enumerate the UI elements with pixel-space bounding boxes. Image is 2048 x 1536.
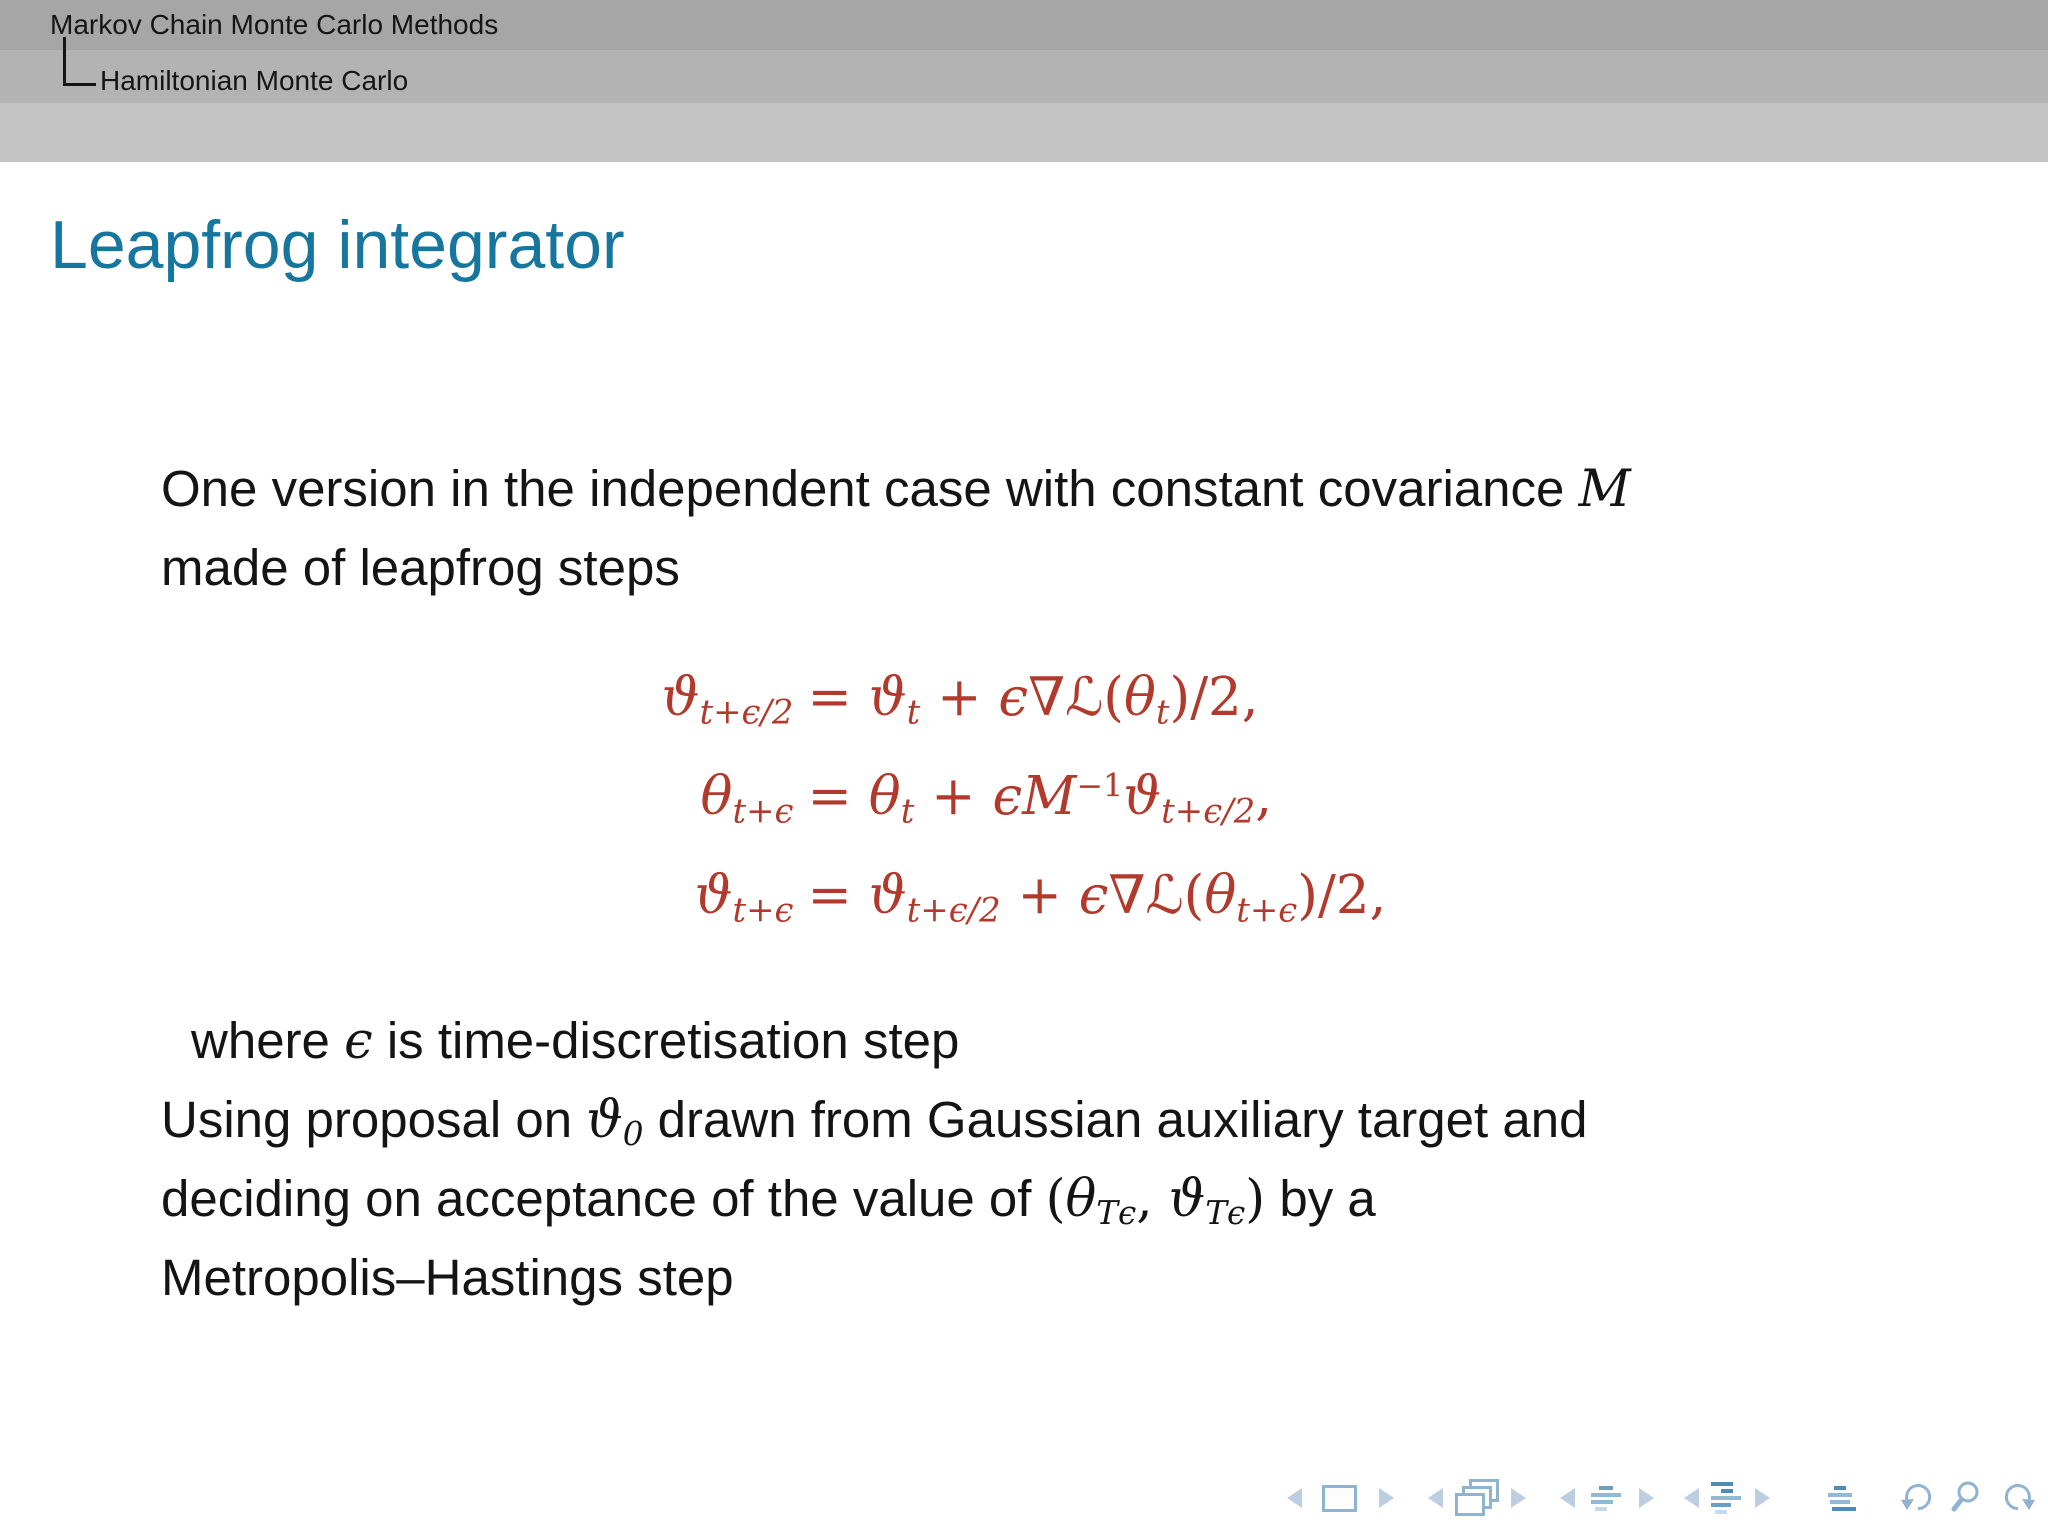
outro-line: Metropolis–Hastings step: [161, 1249, 734, 1306]
nav-section-icon[interactable]: [1711, 1482, 1743, 1514]
intro-line: made of leapfrog steps: [161, 539, 680, 596]
equation-rhs: = $ϑ_{t+\epsilon/2}$ + $\epsilon\nabla ℒ(\theta_{t+\epsilon})/2$,: [807, 865, 1387, 930]
outro-line: deciding on acceptance of the value of ($\theta_{T\epsilon}$, $ϑ_{T\epsilon}$) by a: [161, 1170, 1376, 1233]
presentation-title: Markov Chain Monte Carlo Methods: [50, 9, 499, 40]
nav-back-icon[interactable]: [1896, 1476, 1940, 1520]
equation-grid: [662, 662, 1387, 932]
nav-next-slide-icon[interactable]: [1379, 1488, 1394, 1508]
nav-next-frame-icon[interactable]: [1511, 1488, 1526, 1508]
outro-paragraph: [161, 1002, 1587, 1317]
header-band-section: [0, 50, 2048, 103]
tree-connector-icon: [63, 37, 96, 86]
equation-lhs: $ϑ_{t+\epsilon/2}$: [661, 667, 794, 732]
nav-next-subsection-icon[interactable]: [1639, 1488, 1654, 1508]
equation-rhs: = $\theta_t + \epsilon M^{-1}ϑ_{t+\epsilon/2}$,: [807, 766, 1273, 831]
intro-line: One version in the independent case with constant covariance M: [161, 460, 1631, 519]
nav-prev-frame-icon[interactable]: [1428, 1488, 1443, 1508]
frame-title: Leapfrog integrator: [50, 207, 625, 283]
nav-subsection-icon[interactable]: [1591, 1486, 1623, 1511]
intro-paragraph: [161, 450, 1631, 607]
equation-lhs: $ϑ_{t+\epsilon}$: [694, 865, 794, 930]
nav-frames-icon[interactable]: [1455, 1479, 1499, 1517]
leapfrog-equations: [0, 662, 2048, 932]
equation-rhs: = $ϑ_t$ + $\epsilon\nabla ℒ(\theta_t)/2$,: [807, 667, 1259, 732]
nav-slide-icon[interactable]: [1322, 1485, 1357, 1512]
nav-next-section-icon[interactable]: [1755, 1488, 1770, 1508]
outro-line: where ϵ is time-discretisation step: [191, 1012, 960, 1071]
navigation-bar: [1287, 1476, 2040, 1520]
nav-prev-section-icon[interactable]: [1684, 1488, 1699, 1508]
equation-lhs: $\theta_{t+\epsilon}$: [700, 766, 794, 831]
nav-search-icon[interactable]: [1946, 1476, 1990, 1520]
section-title: Hamiltonian Monte Carlo: [100, 65, 409, 96]
nav-prev-subsection-icon[interactable]: [1560, 1488, 1575, 1508]
nav-prev-slide-icon[interactable]: [1287, 1488, 1302, 1508]
nav-forward-icon[interactable]: [1996, 1476, 2040, 1520]
outro-line: Using proposal on $ϑ_0$ drawn from Gaussian auxiliary target and: [161, 1091, 1588, 1154]
header-band-empty: [0, 103, 2048, 162]
nav-appendix-icon[interactable]: [1824, 1486, 1856, 1511]
header-band-title: [0, 0, 2048, 50]
